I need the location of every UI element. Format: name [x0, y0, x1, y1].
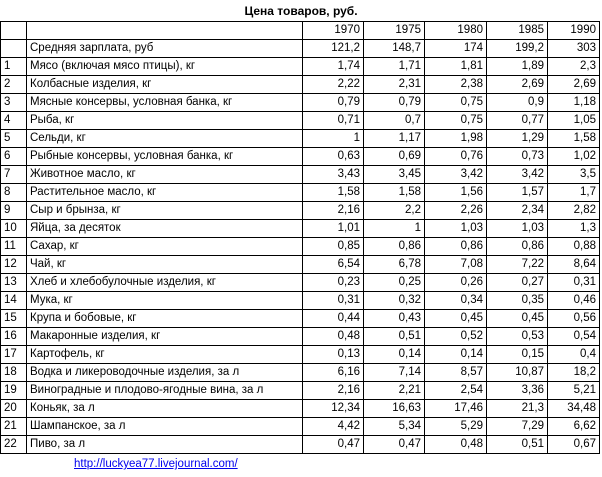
price-value: 0,45	[487, 310, 548, 328]
row-number: 8	[1, 184, 27, 202]
price-value: 8,57	[425, 364, 487, 382]
row-number: 16	[1, 328, 27, 346]
table-row	[1, 256, 600, 274]
price-value: 18,2	[548, 364, 600, 382]
price-value: 0,31	[303, 292, 364, 310]
price-value: 2,26	[425, 202, 487, 220]
year-header: 1985	[487, 22, 548, 40]
price-value: 6,16	[303, 364, 364, 382]
table-row	[1, 400, 600, 418]
header-row	[1, 22, 600, 40]
price-value: 2,31	[364, 76, 425, 94]
price-value: 1,57	[487, 184, 548, 202]
price-value: 3,5	[548, 166, 600, 184]
row-number: 11	[1, 238, 27, 256]
product-name: Рыба, кг	[27, 112, 303, 130]
price-value: 0,86	[364, 238, 425, 256]
price-value: 0,77	[487, 112, 548, 130]
table-row	[1, 130, 600, 148]
row-number: 1	[1, 58, 27, 76]
row-number: 6	[1, 148, 27, 166]
table-row	[1, 310, 600, 328]
table-row	[1, 274, 600, 292]
price-value: 3,45	[364, 166, 425, 184]
product-name: Мука, кг	[27, 292, 303, 310]
year-header: 1990	[548, 22, 600, 40]
year-header: 1970	[303, 22, 364, 40]
price-value: 0,47	[303, 436, 364, 454]
price-value: 8,64	[548, 256, 600, 274]
product-name: Картофель, кг	[27, 346, 303, 364]
price-value: 1,3	[548, 220, 600, 238]
price-value: 0,51	[364, 328, 425, 346]
price-value: 2,22	[303, 76, 364, 94]
price-value: 0,9	[487, 94, 548, 112]
price-value: 1,7	[548, 184, 600, 202]
row-number: 9	[1, 202, 27, 220]
price-value: 1,89	[487, 58, 548, 76]
price-value: 0,32	[364, 292, 425, 310]
price-value: 1,29	[487, 130, 548, 148]
row-number: 2	[1, 76, 27, 94]
row-number: 14	[1, 292, 27, 310]
table-row	[1, 112, 600, 130]
price-value: 0,26	[425, 274, 487, 292]
product-name: Мясные консервы, условная банка, кг	[27, 94, 303, 112]
price-value: 0,43	[364, 310, 425, 328]
price-value: 0,45	[425, 310, 487, 328]
price-value: 16,63	[364, 400, 425, 418]
price-value: 6,78	[364, 256, 425, 274]
table-row	[1, 58, 600, 76]
price-value: 0,27	[487, 274, 548, 292]
table-row	[1, 94, 600, 112]
row-number: 21	[1, 418, 27, 436]
salary-value: 199,2	[487, 40, 548, 58]
product-name: Сахар, кг	[27, 238, 303, 256]
price-value: 6,54	[303, 256, 364, 274]
price-value: 7,22	[487, 256, 548, 274]
product-name: Макаронные изделия, кг	[27, 328, 303, 346]
price-value: 1,01	[303, 220, 364, 238]
row-number: 13	[1, 274, 27, 292]
salary-value: 148,7	[364, 40, 425, 58]
price-value: 0,31	[548, 274, 600, 292]
price-value: 7,08	[425, 256, 487, 274]
price-value: 2,69	[548, 76, 600, 94]
table-row	[1, 184, 600, 202]
product-name: Яйца, за десяток	[27, 220, 303, 238]
price-value: 0,34	[425, 292, 487, 310]
price-value: 0,71	[303, 112, 364, 130]
year-header: 1980	[425, 22, 487, 40]
price-value: 21,3	[487, 400, 548, 418]
price-value: 0,35	[487, 292, 548, 310]
row-number: 17	[1, 346, 27, 364]
price-value: 0,48	[425, 436, 487, 454]
price-value: 0,88	[548, 238, 600, 256]
price-table	[0, 21, 600, 454]
price-value: 3,36	[487, 382, 548, 400]
price-value: 0,75	[425, 94, 487, 112]
product-name: Колбасные изделия, кг	[27, 76, 303, 94]
row-number: 3	[1, 94, 27, 112]
price-value: 1,58	[303, 184, 364, 202]
year-header: 1975	[364, 22, 425, 40]
price-value: 0,52	[425, 328, 487, 346]
row-number: 18	[1, 364, 27, 382]
price-value: 0,47	[364, 436, 425, 454]
price-value: 0,15	[487, 346, 548, 364]
product-name: Хлеб и хлебобулочные изделия, кг	[27, 274, 303, 292]
price-value: 1,05	[548, 112, 600, 130]
price-value: 1,03	[487, 220, 548, 238]
price-value: 0,14	[364, 346, 425, 364]
salary-value: 121,2	[303, 40, 364, 58]
product-name: Рыбные консервы, условная банка, кг	[27, 148, 303, 166]
salary-row	[1, 40, 600, 58]
table-row	[1, 238, 600, 256]
table-row	[1, 292, 600, 310]
price-value: 4,42	[303, 418, 364, 436]
table-row	[1, 436, 600, 454]
price-value: 0,73	[487, 148, 548, 166]
row-number: 10	[1, 220, 27, 238]
price-value: 2,2	[364, 202, 425, 220]
price-value: 3,42	[425, 166, 487, 184]
row-number	[1, 40, 27, 58]
price-value: 0,54	[548, 328, 600, 346]
row-number: 20	[1, 400, 27, 418]
price-value: 0,7	[364, 112, 425, 130]
price-value: 0,56	[548, 310, 600, 328]
price-value: 0,4	[548, 346, 600, 364]
row-number: 22	[1, 436, 27, 454]
price-value: 3,43	[303, 166, 364, 184]
price-value: 2,3	[548, 58, 600, 76]
corner-cell	[1, 22, 27, 40]
price-value: 1,81	[425, 58, 487, 76]
price-value: 34,48	[548, 400, 600, 418]
price-value: 0,85	[303, 238, 364, 256]
price-value: 1,58	[548, 130, 600, 148]
table-row	[1, 418, 600, 436]
price-value: 2,38	[425, 76, 487, 94]
salary-value: 174	[425, 40, 487, 58]
salary-value: 303	[548, 40, 600, 58]
price-value: 0,23	[303, 274, 364, 292]
price-value: 5,29	[425, 418, 487, 436]
product-name: Виноградные и плодово-ягодные вина, за л	[27, 382, 303, 400]
price-value: 0,69	[364, 148, 425, 166]
header-blank-cell	[27, 22, 303, 40]
price-value: 0,75	[425, 112, 487, 130]
table-row	[1, 328, 600, 346]
price-value: 1,17	[364, 130, 425, 148]
product-name: Водка и ликероводочные изделия, за л	[27, 364, 303, 382]
price-value: 0,63	[303, 148, 364, 166]
price-value: 1,03	[425, 220, 487, 238]
price-value: 0,51	[487, 436, 548, 454]
price-value: 1,71	[364, 58, 425, 76]
price-value: 5,34	[364, 418, 425, 436]
product-name: Крупа и бобовые, кг	[27, 310, 303, 328]
table-row	[1, 202, 600, 220]
product-name: Сельди, кг	[27, 130, 303, 148]
product-name: Шампанское, за л	[27, 418, 303, 436]
table-row	[1, 364, 600, 382]
row-number: 4	[1, 112, 27, 130]
product-name: Сыр и брынза, кг	[27, 202, 303, 220]
price-value: 0,44	[303, 310, 364, 328]
product-name: Коньяк, за л	[27, 400, 303, 418]
product-name: Животное масло, кг	[27, 166, 303, 184]
price-value: 1,98	[425, 130, 487, 148]
price-value: 0,46	[548, 292, 600, 310]
price-value: 3,42	[487, 166, 548, 184]
footer-link[interactable]: http://luckyea77.livejournal.com/	[74, 458, 238, 470]
price-value: 0,14	[425, 346, 487, 364]
table-title: Цена товаров, руб.	[244, 4, 358, 18]
row-number: 15	[1, 310, 27, 328]
price-value: 0,79	[364, 94, 425, 112]
table-row	[1, 148, 600, 166]
price-value: 12,34	[303, 400, 364, 418]
price-value: 0,86	[487, 238, 548, 256]
price-value: 1,18	[548, 94, 600, 112]
price-value: 10,87	[487, 364, 548, 382]
price-value: 7,14	[364, 364, 425, 382]
table-row	[1, 220, 600, 238]
salary-label: Средняя зарплата, руб	[27, 40, 303, 58]
price-value: 0,48	[303, 328, 364, 346]
row-number: 19	[1, 382, 27, 400]
price-value: 0,76	[425, 148, 487, 166]
price-value: 17,46	[425, 400, 487, 418]
product-name: Пиво, за л	[27, 436, 303, 454]
price-value: 2,54	[425, 382, 487, 400]
price-value: 0,79	[303, 94, 364, 112]
price-value: 1,58	[364, 184, 425, 202]
table-row	[1, 346, 600, 364]
price-value: 0,13	[303, 346, 364, 364]
price-value: 1,74	[303, 58, 364, 76]
price-value: 2,21	[364, 382, 425, 400]
price-value: 2,82	[548, 202, 600, 220]
price-value: 2,69	[487, 76, 548, 94]
price-value: 2,16	[303, 382, 364, 400]
price-value: 5,21	[548, 382, 600, 400]
price-value: 2,34	[487, 202, 548, 220]
price-value: 1	[364, 220, 425, 238]
table-row	[1, 382, 600, 400]
price-value: 1,02	[548, 148, 600, 166]
row-number: 5	[1, 130, 27, 148]
price-value: 0,53	[487, 328, 548, 346]
price-value: 2,16	[303, 202, 364, 220]
product-name: Чай, кг	[27, 256, 303, 274]
price-value: 6,62	[548, 418, 600, 436]
table-row	[1, 76, 600, 94]
row-number: 7	[1, 166, 27, 184]
table-row	[1, 166, 600, 184]
row-number: 12	[1, 256, 27, 274]
price-value: 1	[303, 130, 364, 148]
price-value: 0,86	[425, 238, 487, 256]
product-name: Растительное масло, кг	[27, 184, 303, 202]
price-value: 0,25	[364, 274, 425, 292]
price-value: 7,29	[487, 418, 548, 436]
price-value: 1,56	[425, 184, 487, 202]
product-name: Мясо (включая мясо птицы), кг	[27, 58, 303, 76]
price-value: 0,67	[548, 436, 600, 454]
